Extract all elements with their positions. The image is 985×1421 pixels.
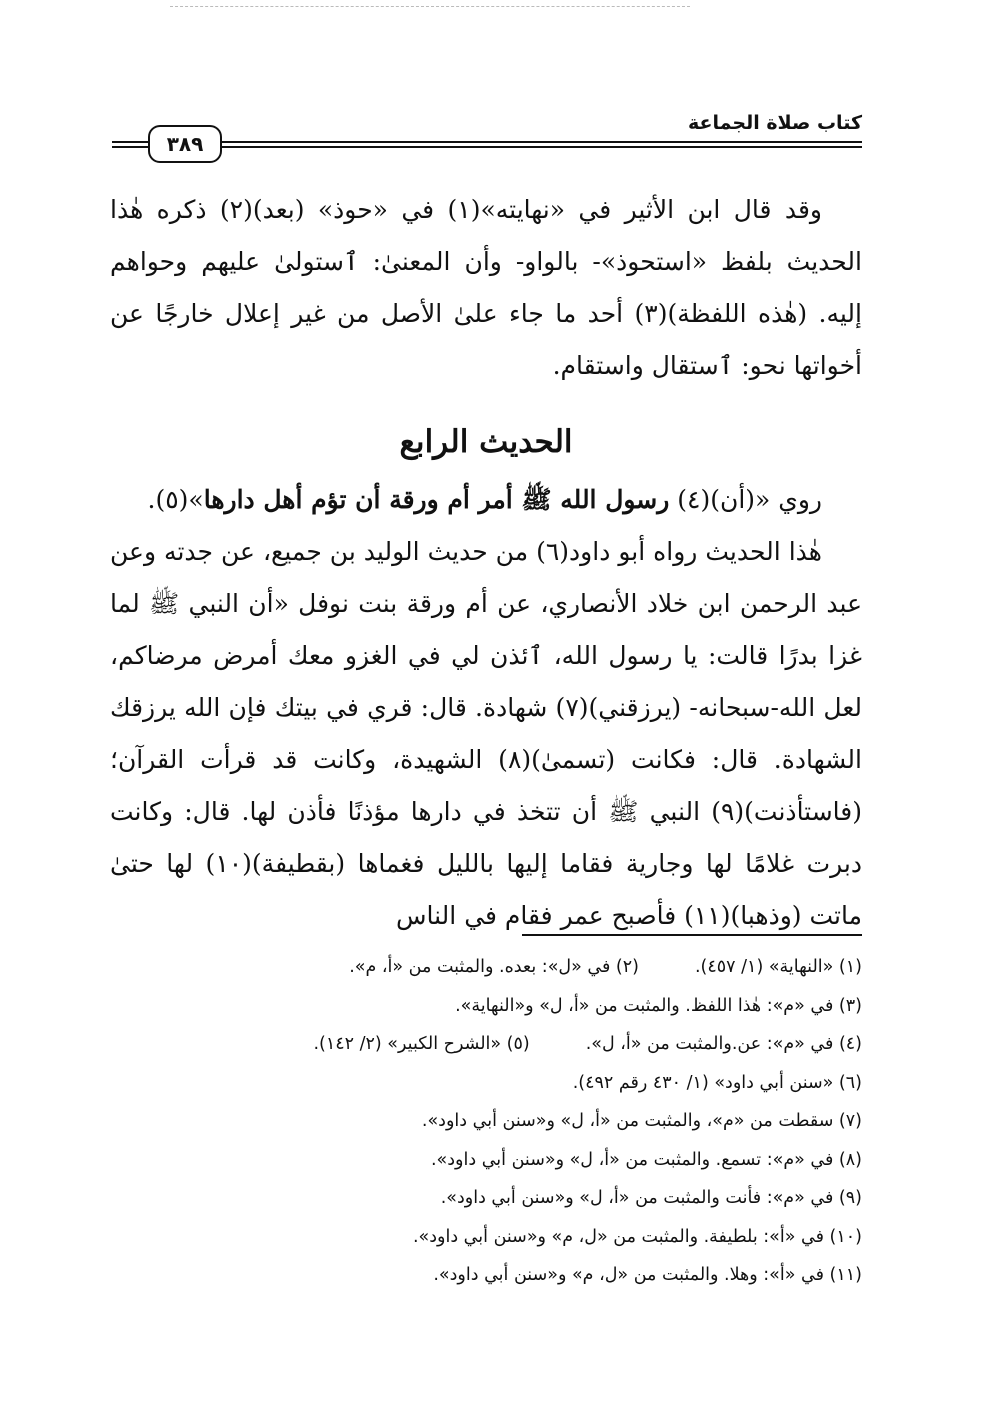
footnote-row [110,1179,862,1218]
footnote-row [110,1141,862,1180]
header-rule [220,146,862,148]
section-title: الحديث الرابع [399,424,573,460]
footnote-row [110,987,862,1026]
footnote-10: (١٠) في «أ»: بلطيفة. والمثبت من «ل، م» و«سنن أبي داود». [412,1226,862,1247]
footnote-11: (١١) في «أ»: وهلا. والمثبت من «ل، م» و«سنن أبي داود». [433,1265,862,1285]
footnote-row [110,1064,862,1103]
hadith-bold-text: رسول الله ﷺ أمر أم ورقة أن تؤم أهل دارها [203,485,670,514]
page-header [112,112,862,156]
hadith-prefix: روي «(أن)(٤) [677,485,822,514]
footnote-8: (٨) في «م»: تسمع. والمثبت من «أ، ل» و«سنن أبي داود». [430,1149,862,1170]
running-title: كتاب صلاة الجماعة [688,112,862,134]
footnote-row [110,1102,862,1141]
footnote-row [110,1256,862,1295]
paragraph-2 [110,474,862,942]
footnotes [110,948,862,1295]
footnote-9: (٩) في «م»: فأنت والمثبت من «أ، ل» و«سنن أبي داود». [440,1188,862,1208]
footnote-row [110,1218,862,1257]
hadith-suffix: »(٥). [147,485,204,514]
footnote-5: (٥) «الشرح الكبير» (٢/ ١٤٢). [313,1034,530,1054]
footnote-4: (٤) في «م»: عن.والمثبت من «أ، ل». [585,1034,862,1054]
footnote-row [110,948,862,987]
footnote-2: (٢) في «ل»: بعده. والمثبت من «أ، م». [349,957,639,977]
footnote-row [110,1025,862,1064]
paragraph-2-text: هٰذا الحديث رواه أبو داود(٦) من حديث الوليد بن جميع، عن جدته وعن عبد الرحمن ابن خلاد الأنصاري، عن أم ورقة بنت نوفل «أن النبي ﷺ لما غزا بدرًا قالت: يا رسول الله، ٱئذن لي في الغزو معك أمرض مرضاكم، لعل الله-سبحانه- (يرزقني)(٧) شهادة. قال: قري في بيتك فإن الله يرزقك الشهادة. قال: فكانت (تسمىٰ)(٨) الشهيدة، وكانت قد قرأت القرآن؛ (فاستأذنت)(٩) النبي ﷺ أن تتخذ في دارها مؤذنًا فأذن لها. قال: وكانت دبرت غلامًا لها وجارية فقاما إليها بالليل فغماها (بقطيفة)(١٠) لها حتىٰ ماتت (وذهبا)(١١) فأصبح عمر فقام في الناس [110,537,863,930]
page-number: ٣٨٩ [148,125,222,163]
header-rule [112,146,148,148]
footnote-separator [522,934,862,936]
header-rule [112,141,148,143]
footnote-1: (١) «النهاية» (١/ ٤٥٧). [694,957,862,977]
paragraph-1 [110,184,862,392]
footnote-7: (٧) سقطت من «م»، والمثبت من «أ، ل» و«سنن أبي داود». [421,1111,862,1131]
scan-edge-line [170,6,690,7]
footnote-6: (٦) «سنن أبي داود» (١/ ٤٣٠ رقم ٤٩٢). [572,1072,862,1093]
header-rule [220,141,862,143]
paragraph-1-text: وقد قال ابن الأثير في «نهايته»(١) في «حوذ» (بعد)(٢) ذكره هٰذا الحديث بلفظ «استحوذ»- بالواو- وأن المعنىٰ: ٱستولىٰ عليهم وحواهم إليه. (هٰذه اللفظة)(٣) أحد ما جاء علىٰ الأصل من غير إعلال خارجًا عن أخواتها نحو: ٱستقال واستقام. [110,195,862,380]
hadith-line [110,474,862,526]
footnote-3: (٣) في «م»: هٰذا اللفظ. والمثبت من «أ، ل» و«النهاية». [455,995,862,1016]
